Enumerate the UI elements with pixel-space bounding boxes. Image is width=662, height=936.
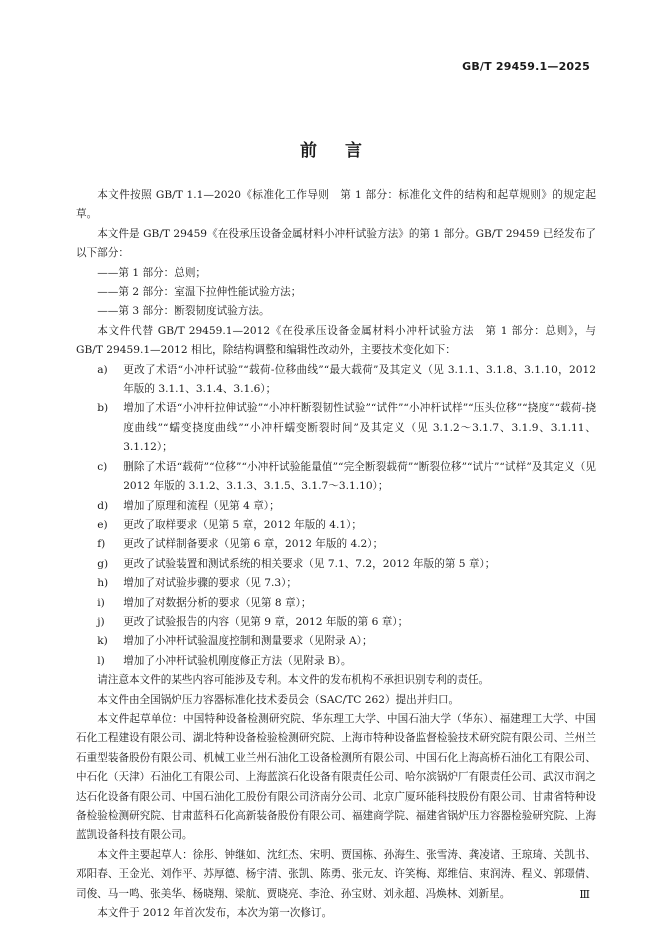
paragraph: 本文件是 GB/T 29459《在役承压设备金属材料小冲杆试验方法》的第 1 部分。GB/T 29459 已经发布了以下部分： — [76, 227, 596, 260]
change-label: c) — [97, 460, 108, 473]
drafting-units: 本文件起草单位：中国特种设备检测研究院、华东理工大学、中国石油大学（华东）、福建理工大学、中国石化工程建设有限公司、湖北特种设备检验检测研究院、上海市特种设备监督检验技术研究院有限公司、兰州兰石重型装备股份有限公司、机械工业兰州石油化工设备检测所有限公司、中国石化上海高桥石油化工有限公司、中石化（天津）石油化工有限公司、上海蓝滨石化设备有限责任公司、哈尔滨锅炉厂有限责任公司、武汉市润之达石化设备有限公司、中国石油化工股份有限公司济南分公司、北京广厦环能科技股份有限公司、甘肃省特种设备检验检测研究院、甘肃蓝科石化高新装备股份有限公司、福建商学院、福建省锅炉压力容器检验研究院、上海蓝凯设备科技有限公司。 — [76, 712, 596, 842]
part-list-item: ——第 1 部分：总则； — [97, 266, 207, 279]
change-label: g) — [97, 557, 109, 570]
patent-notice: 请注意本文件的某些内容可能涉及专利。本文件的发布机构不承担识别专利的责任。 — [97, 674, 490, 687]
change-text: 更改了取样要求（见第 5 章，2012 年版的 4.1）； — [123, 518, 362, 531]
change-item — [76, 555, 596, 574]
change-item — [76, 632, 596, 651]
page-number: Ⅲ — [579, 888, 590, 901]
change-label: d) — [97, 499, 109, 512]
change-label: e) — [97, 518, 108, 531]
change-label: l) — [97, 654, 105, 667]
paragraph: 本文件按照 GB/T 1.1—2020《标准化工作导则 第 1 部分：标准化文件的结构和起草规则》的规定起草。 — [76, 189, 596, 221]
change-item — [76, 399, 596, 457]
change-label: h) — [97, 577, 109, 590]
change-item — [76, 458, 596, 497]
change-text: 增加了小冲杆试验机刚度修正方法（见附录 B）。 — [123, 654, 352, 667]
change-text: 更改了试验装置和测试系统的相关要求（见 7.1、7.2，2012 年版的第 5 章）； — [123, 557, 496, 570]
foreword-body — [76, 186, 596, 923]
change-text: 增加了对试验步骤的要求（见 7.3）； — [123, 577, 298, 590]
standard-code: GB/T 29459.1—2025 — [462, 60, 590, 73]
change-item — [76, 535, 596, 554]
paragraph: 本文件代替 GB/T 29459.1—2012《在役承压设备金属材料小冲杆试验方法 第 1 部分：总则》，与 GB/T 29459.1—2012 相比，除结构调整和编辑性改动外，主要技术变化如下： — [76, 324, 596, 357]
change-label: j) — [97, 615, 105, 628]
change-item — [76, 613, 596, 632]
change-text: 增加了小冲杆试验温度控制和测量要求（见附录 A）； — [123, 635, 373, 648]
change-label: i) — [97, 596, 105, 609]
committee-paragraph: 本文件由全国锅炉压力容器标准化技术委员会（SAC/TC 262）提出并归口。 — [97, 693, 460, 706]
change-text: 更改了试验报告的内容（见第 9 章，2012 年版的第 6 章）； — [123, 615, 409, 628]
change-item — [76, 594, 596, 613]
main-drafters: 本文件主要起草人：徐彤、钟继如、沈红杰、宋明、贾国栋、孙海生、张雪涛、龚凌诸、王琼琦、关凯书、邓阳春、王金光、刘作平、苏厚德、杨宇清、张凯、陈勇、张元友、许笑梅、郑维信、束润涛、程义、郭璟倩、司俊、马一鸣、张美华、杨晓翔、梁航、贾晓亮、李沧、孙宝财、刘永超、冯焕林、刘新星。 — [76, 848, 596, 900]
change-text: 删除了术语“载荷”“位移”“小冲杆试验能量值”“完全断裂载荷”“断裂位移”“试片”“试样”及其定义（见 2012 年版的 3.1.2、3.1.3、3.1.5、3.1.7～3.1.10）； — [123, 460, 596, 493]
change-label: b) — [97, 402, 109, 415]
change-item — [76, 361, 596, 400]
change-item — [76, 574, 596, 593]
page-title: 前言 — [300, 141, 390, 161]
change-label: f) — [97, 538, 106, 551]
change-text: 增加了术语“小冲杆拉伸试验”“小冲杆断裂韧性试验”“试件”“小冲杆试样”“压头位移”“挠度”“载荷-挠度曲线”“蠕变挠度曲线”“小冲杆蠕变断裂时间”及其定义（见 3.1.2～3.1.7、3.1.9、3.1.11、3.1.12）； — [123, 402, 596, 454]
change-label: a) — [97, 363, 108, 376]
change-item — [76, 652, 596, 671]
change-text: 更改了术语“小冲杆试验”“载荷-位移曲线”“最大载荷”及其定义（见 3.1.1、3.1.8、3.1.10，2012 年版的 3.1.1、3.1.4、3.1.6）； — [123, 363, 596, 396]
part-list-item: ——第 3 部分：断裂韧度试验方法。 — [97, 305, 270, 318]
change-text: 更改了试样制备要求（见第 6 章，2012 年版的 4.2）； — [123, 538, 384, 551]
publication-history: 本文件于 2012 年首次发布，本次为第一次修订。 — [97, 907, 333, 920]
change-item — [76, 516, 596, 535]
change-text: 增加了原理和流程（见第 4 章）； — [123, 499, 280, 512]
change-label: k) — [97, 635, 108, 648]
change-item — [76, 497, 596, 516]
part-list-item: ——第 2 部分：室温下拉伸性能试验方法； — [97, 286, 302, 299]
change-text: 增加了对数据分析的要求（见第 8 章）； — [123, 596, 312, 609]
